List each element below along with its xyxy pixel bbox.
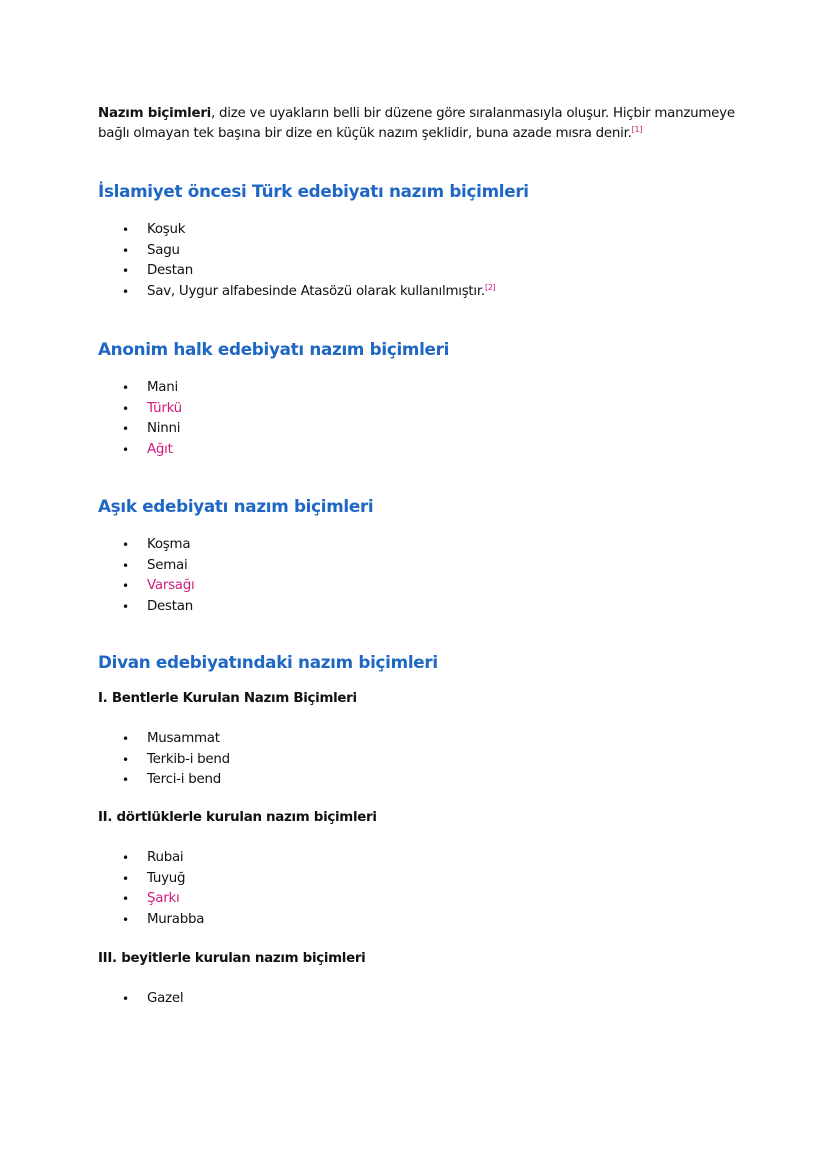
list-islamiyet xyxy=(0,220,496,303)
list-item: • Mani xyxy=(0,378,182,399)
heading-islamiyet: İslamiyet öncesi Türk edebiyatı nazım biçimleri xyxy=(98,181,529,201)
list-item xyxy=(0,576,194,597)
list-item: • Koşuk xyxy=(0,220,496,241)
list-item: • Destan xyxy=(0,597,194,618)
list-item: • Gazel xyxy=(0,989,183,1010)
list-item: • Rubai xyxy=(0,848,204,869)
link-varsagi[interactable]: Varsağı xyxy=(147,578,195,594)
list-dortlukler xyxy=(0,848,204,931)
list-item: • Murabba xyxy=(0,910,204,931)
heading-anonim: Anonim halk edebiyatı nazım biçimleri xyxy=(98,339,450,359)
intro-bold-term: Nazım biçimleri xyxy=(98,106,212,121)
list-item xyxy=(0,282,496,303)
list-item: • Terci-i bend xyxy=(0,770,230,791)
list-beyitler xyxy=(0,989,183,1010)
list-item: • Terkib-i bend xyxy=(0,750,230,771)
intro-line2: bağlı olmayan tek başına bir dize en küçük nazım şeklidir, buna azade mısra denir. xyxy=(98,126,632,141)
list-item: • Destan xyxy=(0,261,496,282)
link-turku[interactable]: Türkü xyxy=(147,400,182,416)
link-agit[interactable]: Ağıt xyxy=(147,442,173,458)
list-item: • Musammat xyxy=(0,729,230,750)
subheading-dortlukler: II. dörtlüklerle kurulan nazım biçimleri xyxy=(98,810,377,825)
list-anonim xyxy=(0,378,182,461)
footnote-ref-2[interactable]: [2] xyxy=(484,283,496,293)
footnote-ref-1[interactable]: [1] xyxy=(631,125,643,134)
list-asik xyxy=(0,535,194,618)
list-item: • Ninni xyxy=(0,419,182,440)
subheading-beyitler: III. beyitlerle kurulan nazım biçimleri xyxy=(98,951,366,966)
list-bentler xyxy=(0,729,230,791)
list-item: • Sagu xyxy=(0,241,496,262)
link-sarki[interactable]: Şarkı xyxy=(147,891,180,907)
intro-line1: , dize ve uyakların belli bir düzene göre sıralanmasıyla oluşur. Hiçbir manzumeye xyxy=(211,106,735,121)
list-item: • Tuyuğ xyxy=(0,869,204,890)
list-item xyxy=(0,440,182,461)
intro-paragraph xyxy=(98,104,758,144)
list-item xyxy=(0,889,204,910)
list-item: • Semai xyxy=(0,556,194,577)
heading-asik: Aşık edebiyatı nazım biçimleri xyxy=(98,496,374,516)
heading-divan: Divan edebiyatındaki nazım biçimleri xyxy=(98,652,438,672)
subheading-bentler: I. Bentlerle Kurulan Nazım Biçimleri xyxy=(98,691,357,706)
list-item: • Koşma xyxy=(0,535,194,556)
list-item-text: Sav, Uygur alfabesinde Atasözü olarak kullanılmıştır. xyxy=(147,284,485,300)
list-item xyxy=(0,399,182,420)
